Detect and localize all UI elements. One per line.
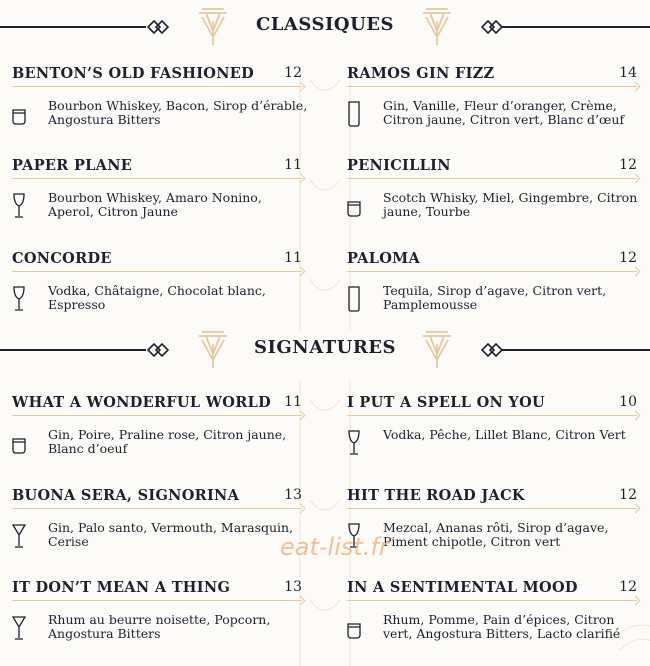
header-rule-right — [502, 349, 650, 351]
menu-item — [347, 157, 637, 231]
item-price: 11 — [284, 394, 302, 410]
rocks-glass-icon — [12, 430, 26, 456]
menu-item — [347, 250, 637, 324]
item-rule — [347, 86, 637, 87]
item-price: 12 — [619, 250, 637, 266]
item-price: 11 — [284, 250, 302, 266]
item-description: Gin, Poire, Praline rose, Citron jaune, Blanc d’oeuf — [48, 427, 287, 456]
item-rule — [12, 600, 302, 601]
art-deco-fan-icon — [420, 7, 454, 47]
item-description: Rhum au beurre noisette, Popcorn, Angostura Bitters — [48, 612, 271, 641]
item-description: Mezcal, Ananas rôti, Sirop d’agave, Piment chipotle, Citron vert — [383, 520, 609, 549]
item-name: PENICILLIN — [347, 157, 451, 174]
item-name: BUONA SERA, SIGNORINA — [12, 487, 240, 504]
item-description: Gin, Palo santo, Vermouth, Marasquin, Cerise — [48, 520, 294, 549]
menu-item — [347, 65, 637, 139]
section-header-classiques — [0, 7, 650, 47]
header-rule-right — [502, 26, 650, 28]
item-price: 12 — [619, 487, 637, 503]
double-diamond-icon — [146, 339, 170, 361]
menu-item — [347, 394, 637, 468]
martini-glass-icon — [12, 523, 26, 549]
wine-glass-icon — [12, 193, 26, 219]
item-name: IN A SENTIMENTAL MOOD — [347, 579, 578, 596]
menu-item — [12, 394, 302, 468]
header-rule-left — [0, 26, 146, 28]
item-name: IT DON’T MEAN A THING — [12, 579, 231, 596]
art-deco-fan-icon — [420, 330, 454, 370]
item-price: 10 — [619, 394, 637, 410]
section-header-signatures — [0, 330, 650, 370]
wine-glass-icon — [347, 430, 361, 456]
item-rule — [12, 271, 302, 272]
rocks-glass-icon — [347, 615, 361, 641]
item-rule — [12, 508, 302, 509]
item-description: Rhum, Pomme, Pain d’épices, Citron vert, Angostura Bitters, Lacto clarifié — [383, 612, 621, 641]
highball-glass-icon — [347, 101, 361, 127]
menu-item — [12, 157, 302, 231]
menu-item — [12, 65, 308, 139]
watermark-text: eat-list.fr — [280, 533, 389, 561]
item-description: Bourbon Whiskey, Bacon, Sirop d’érable, Angostura Bitters — [48, 98, 308, 127]
wine-glass-icon — [12, 286, 26, 312]
double-diamond-icon — [480, 16, 504, 38]
item-description: Scotch Whisky, Miel, Gingembre, Citron jaune, Tourbe — [383, 190, 638, 219]
rocks-glass-icon — [347, 193, 361, 219]
item-rule — [347, 600, 637, 601]
double-diamond-icon — [146, 16, 170, 38]
item-name: PAPER PLANE — [12, 157, 133, 174]
highball-glass-icon — [347, 286, 361, 312]
item-description: Tequila, Sirop d’agave, Citron vert, Pamplemousse — [383, 283, 607, 312]
menu-item — [12, 579, 302, 653]
menu-item — [12, 250, 302, 324]
item-description: Gin, Vanille, Fleur d’oranger, Crème, Citron jaune, Citron vert, Blanc d’œuf — [383, 98, 625, 127]
double-diamond-icon — [480, 339, 504, 361]
item-description: Vodka, Pêche, Lillet Blanc, Citron Vert — [383, 427, 626, 442]
item-rule — [347, 271, 637, 272]
item-rule — [347, 508, 637, 509]
header-rule-left — [0, 349, 146, 351]
item-name: I PUT A SPELL ON YOU — [347, 394, 545, 411]
item-price: 13 — [284, 579, 302, 595]
item-price: 12 — [619, 579, 637, 595]
item-rule — [12, 86, 302, 87]
item-name: RAMOS GIN FIZZ — [347, 65, 495, 82]
item-price: 13 — [284, 487, 302, 503]
item-price: 12 — [284, 65, 302, 81]
section-title: CLASSIQUES — [255, 14, 395, 35]
item-rule — [347, 415, 637, 416]
item-rule — [12, 178, 302, 179]
item-rule — [12, 415, 302, 416]
item-rule — [347, 178, 637, 179]
rocks-glass-icon — [12, 101, 26, 127]
item-price: 14 — [619, 65, 637, 81]
item-name: PALOMA — [347, 250, 421, 267]
item-price: 12 — [619, 157, 637, 173]
item-name: BENTON’S OLD FASHIONED — [12, 65, 255, 82]
section-title: SIGNATURES — [254, 337, 396, 358]
menu-item — [347, 579, 637, 653]
item-description: Bourbon Whiskey, Amaro Nonino, Aperol, Citron Jaune — [48, 190, 262, 219]
menu-item — [347, 487, 637, 561]
item-name: WHAT A WONDERFUL WORLD — [12, 394, 271, 411]
menu-item — [12, 487, 302, 561]
item-name: CONCORDE — [12, 250, 112, 267]
item-price: 11 — [284, 157, 302, 173]
item-name: HIT THE ROAD JACK — [347, 487, 525, 504]
martini-glass-icon — [12, 615, 26, 641]
item-description: Vodka, Châtaigne, Chocolat blanc, Espresso — [48, 283, 266, 312]
